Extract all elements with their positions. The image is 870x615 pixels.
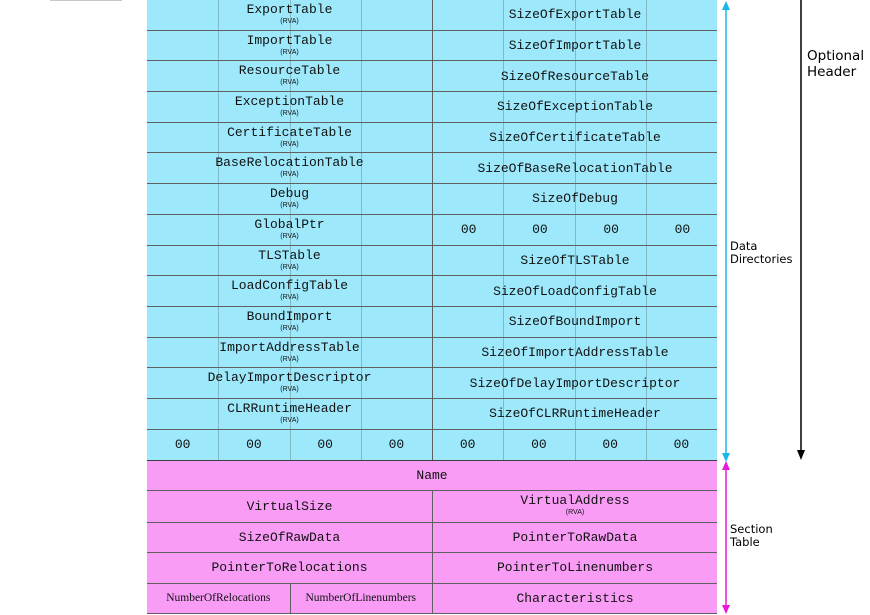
byte-cell: 00: [603, 222, 619, 238]
directory-name-label: BaseRelocationTable: [215, 155, 364, 171]
virtual-address-label: VirtualAddress: [520, 492, 630, 508]
section-name-label: Name: [416, 467, 448, 483]
byte-cell: 00: [459, 437, 476, 453]
pointer-to-raw-data-label: PointerToRawData: [512, 529, 638, 545]
directory-name-label: LoadConfigTable: [230, 278, 349, 294]
directory-name-label: BoundImport: [246, 308, 333, 324]
directory-size-label: SizeOfExceptionTable: [496, 99, 654, 115]
directory-name-label: DelayImportDescriptor: [207, 370, 372, 386]
rva-tag: (RVA): [280, 294, 299, 302]
directory-name-label: ImportTable: [246, 32, 333, 48]
byte-cell: 00: [531, 437, 547, 453]
directory-size-label: SizeOfResourceTable: [500, 68, 650, 84]
directory-size-label: SizeOfBoundImport: [508, 314, 642, 330]
rva-tag: (RVA): [280, 416, 299, 424]
rva-tag: (RVA): [280, 386, 299, 394]
directory-size-label: SizeOfLoadConfigTable: [493, 283, 657, 299]
directory-size-label: SizeOfCLRRuntimeHeader: [489, 406, 661, 422]
directory-size-label: SizeOfDelayImportDescriptor: [469, 375, 681, 391]
byte-cell: 00: [674, 222, 691, 238]
byte-cell: 00: [174, 437, 191, 453]
byte-cell: 00: [460, 222, 477, 238]
rva-tag: (RVA): [280, 263, 299, 271]
data-directories-label-line2: Directories: [730, 252, 793, 266]
byte-cell: 00: [317, 437, 333, 453]
characteristics-label: Characteristics: [516, 590, 634, 606]
pointer-to-relocations-label: PointerToRelocations: [211, 560, 368, 576]
section-table-arrow: [722, 461, 730, 614]
rva-tag: (RVA): [280, 232, 299, 240]
byte-cell: 00: [602, 437, 618, 453]
size-of-raw-data-label: SizeOfRawData: [238, 529, 341, 545]
directory-name-label: GlobalPtr: [254, 216, 325, 232]
byte-cell: 00: [388, 437, 405, 453]
byte-cell: 00: [673, 437, 690, 453]
rva-tag: (RVA): [280, 171, 299, 179]
directory-name-label: CLRRuntimeHeader: [227, 400, 352, 416]
section-table-label-line1: Section: [730, 522, 773, 536]
directory-name-label: ExceptionTable: [234, 94, 345, 110]
optional-header-arrow: [797, 0, 805, 460]
rva-tag: (RVA): [280, 110, 299, 118]
directory-size-label: SizeOfImportAddressTable: [481, 344, 669, 360]
rva-tag: (RVA): [280, 79, 299, 87]
directory-name-label: Debug: [269, 186, 309, 202]
rva-tag: (RVA): [280, 355, 299, 363]
pointer-to-linenumbers-label: PointerToLinenumbers: [496, 560, 654, 576]
optional-header-label-line2: Header: [807, 64, 857, 80]
directory-size-label: SizeOfTLSTable: [520, 252, 630, 268]
directory-size-label: SizeOfBaseRelocationTable: [477, 160, 673, 176]
directory-size-label: SizeOfImportTable: [508, 38, 642, 54]
rva-tag: (RVA): [280, 202, 299, 210]
byte-cell: 00: [532, 222, 548, 238]
data-directories-arrow: [722, 1, 730, 462]
rva-tag: (RVA): [280, 48, 299, 56]
directory-name-label: ResourceTable: [238, 63, 341, 79]
directory-name-label: ExportTable: [246, 2, 333, 17]
rva-tag: (RVA): [565, 508, 585, 516]
byte-cell: 00: [246, 437, 262, 453]
directory-name-label: ImportAddressTable: [219, 339, 360, 355]
rva-tag: (RVA): [280, 140, 299, 148]
rva-tag: (RVA): [280, 18, 299, 25]
directory-name-label: TLSTable: [258, 247, 321, 263]
number-of-linenumbers-cell: NumberOfLinenumbers: [305, 592, 416, 605]
optional-header-label-line1: Optional: [807, 48, 865, 64]
data-directories-label-line1: Data: [730, 239, 758, 253]
section-table-label-line2: Table: [730, 535, 760, 549]
directory-size-label: SizeOfCertificateTable: [489, 130, 661, 146]
virtual-size-label: VirtualSize: [246, 498, 333, 514]
rva-tag: (RVA): [280, 324, 299, 332]
number-of-relocations-cell: NumberOfRelocations: [166, 592, 271, 605]
directory-size-label: SizeOfDebug: [532, 191, 618, 207]
directory-name-label: CertificateTable: [227, 124, 352, 140]
directory-size-label: SizeOfExportTable: [508, 7, 642, 23]
